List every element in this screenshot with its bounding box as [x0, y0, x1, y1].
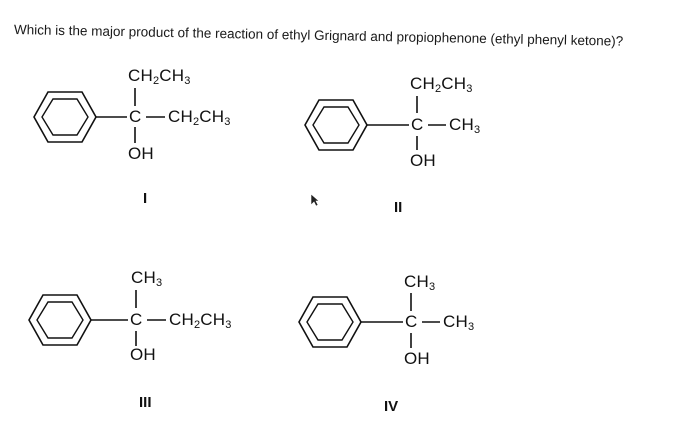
- benzene-ring-2-inner: [313, 107, 359, 143]
- benzene-ring-1-inner: [42, 99, 88, 135]
- question-text: Which is the major product of the reaction of ethyl Grignard and propiophenone (ethyl phenyl ketone)?: [13, 22, 624, 49]
- structure-2-bonds: [305, 96, 446, 150]
- structure-1-center-carbon: C: [129, 107, 142, 126]
- benzene-ring-4-inner: [307, 304, 353, 340]
- structure-1-hydroxyl: OH: [128, 144, 154, 163]
- structure-2-numeral: II: [394, 199, 403, 216]
- structure-1-right-group: $CH_2CH_3$: [168, 107, 231, 128]
- structure-1-numeral: I: [143, 190, 148, 207]
- structure-4-center-carbon: C: [405, 312, 418, 331]
- mouse-pointer-icon: [310, 193, 320, 207]
- structure-4-hydroxyl: OH: [404, 349, 430, 368]
- structure-2-hydroxyl: OH: [410, 151, 436, 170]
- structure-2-right-group: $CH_3$: [449, 115, 481, 136]
- structure-3-bonds: [29, 290, 166, 346]
- structure-3-center-carbon: C: [130, 310, 143, 329]
- structure-3-numeral: III: [139, 394, 152, 411]
- structure-3-right-group: $CH_2CH_3$: [169, 310, 232, 331]
- structure-1-bonds: [34, 88, 165, 143]
- structure-4-top-group: $CH_3$: [404, 272, 436, 293]
- benzene-ring-3-inner: [37, 302, 83, 338]
- structure-2-top-group: $CH_2CH_3$: [410, 74, 473, 95]
- structure-3-top-group: $CH_3$: [131, 268, 163, 289]
- structure-2-center-carbon: C: [411, 115, 424, 134]
- structure-3-hydroxyl: OH: [130, 345, 156, 364]
- structure-4-right-group: $CH_3$: [443, 312, 475, 333]
- structure-4-bonds: [299, 293, 440, 348]
- structure-1-top-group: $CH_2CH_3$: [128, 66, 191, 87]
- structure-4-numeral: IV: [384, 398, 399, 415]
